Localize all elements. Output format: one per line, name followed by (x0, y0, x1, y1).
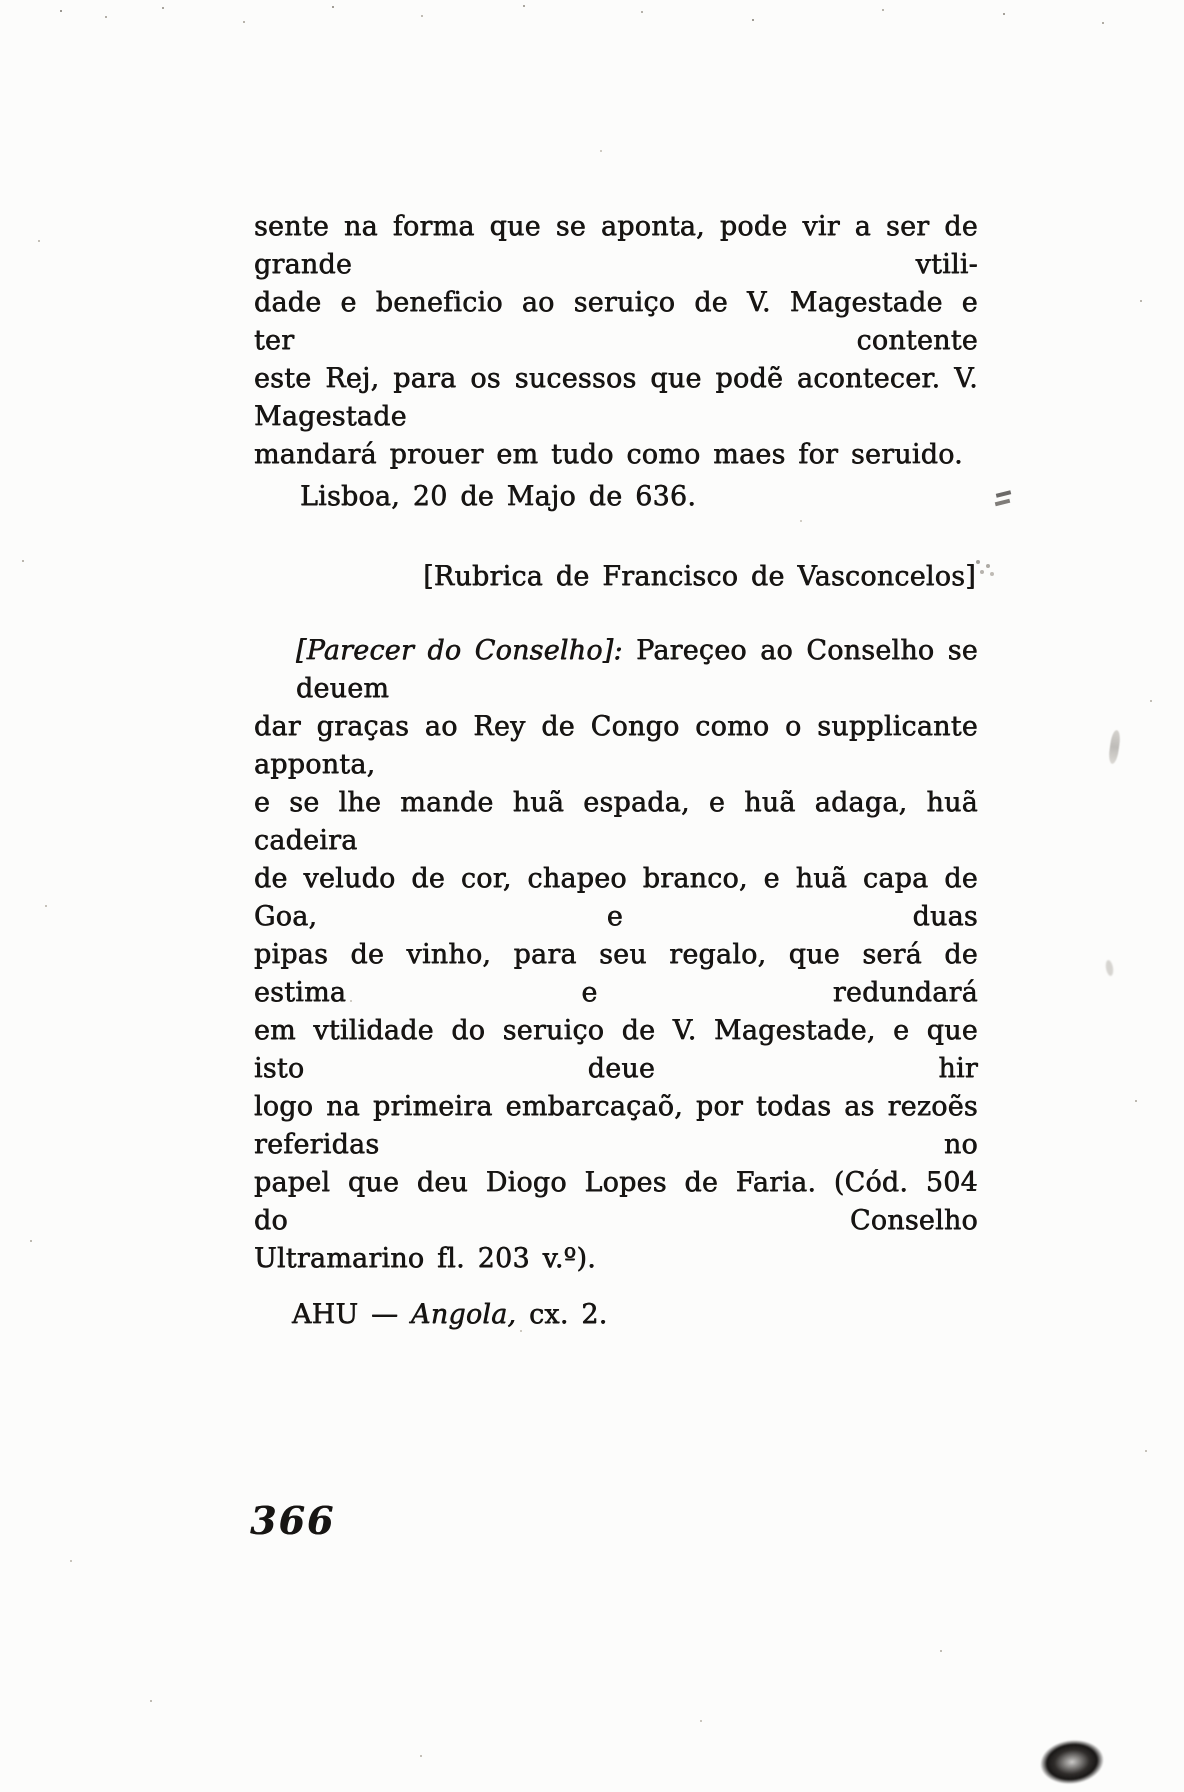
archive-reference (254, 1296, 978, 1334)
archive-collection: Angola, (411, 1299, 517, 1330)
text-line: Ultramarino fl. 203 v.º). (254, 1243, 597, 1274)
margin-mark-artifact (996, 490, 1012, 498)
ink-blot-artifact (1038, 1736, 1107, 1787)
archive-sigla: AHU — (292, 1299, 412, 1330)
text-line: este Rej, para os sucessos que podẽ acontecer. V. Magestade (254, 363, 978, 432)
text-fragment: Pareçeo ao Conselho se deuem (296, 635, 978, 704)
text-line (254, 632, 978, 708)
paragraph-continuation (254, 208, 978, 474)
text-line: dade e beneficio ao seruiço de V. Magestade e ter contente (254, 287, 978, 356)
text-line: e se lhe mande huã espada, e huã adaga, huã cadeira (254, 787, 978, 856)
text-line: dar graças ao Rey de Congo como o supplicante apponta, (254, 711, 978, 780)
text-line: mandará prouer em tudo como maes for seruido. (254, 439, 963, 470)
paragraph-parecer (254, 632, 978, 1278)
archive-box: cx. 2. (516, 1299, 608, 1330)
text-line: logo na primeira embarcaçaõ, por todas as rezoẽs referidas no (254, 1091, 978, 1160)
scan-noise-speckles (0, 0, 2, 2)
text-line: em vtilidade do seruiço de V. Magestade, e que isto deue hir (254, 1015, 978, 1084)
scanned-text-column (254, 208, 978, 1334)
text-line: papel que deu Diogo Lopes de Faria. (Cód. 504 do Conselho (254, 1167, 978, 1236)
margin-dots-artifact (976, 560, 980, 564)
text-line: sente na forma que se aponta, pode vir a ser de grande vtili- (254, 211, 978, 280)
dateline: Lisboa, 20 de Majo de 636. (300, 481, 697, 512)
margin-smudge-artifact (1105, 960, 1115, 977)
margin-smudge-artifact (1108, 730, 1122, 765)
parecer-heading: [Parecer do Conselho]: (296, 635, 623, 666)
text-line: pipas de vinho, para seu regalo, que será de estima e redundará (254, 939, 978, 1008)
rubric-attribution: [Rubrica de Francisco de Vasconcelos] (423, 561, 976, 592)
page-number: 366 (250, 1498, 336, 1543)
text-line: de veludo de cor, chapeo branco, e huã capa de Goa, e duas (254, 863, 978, 932)
